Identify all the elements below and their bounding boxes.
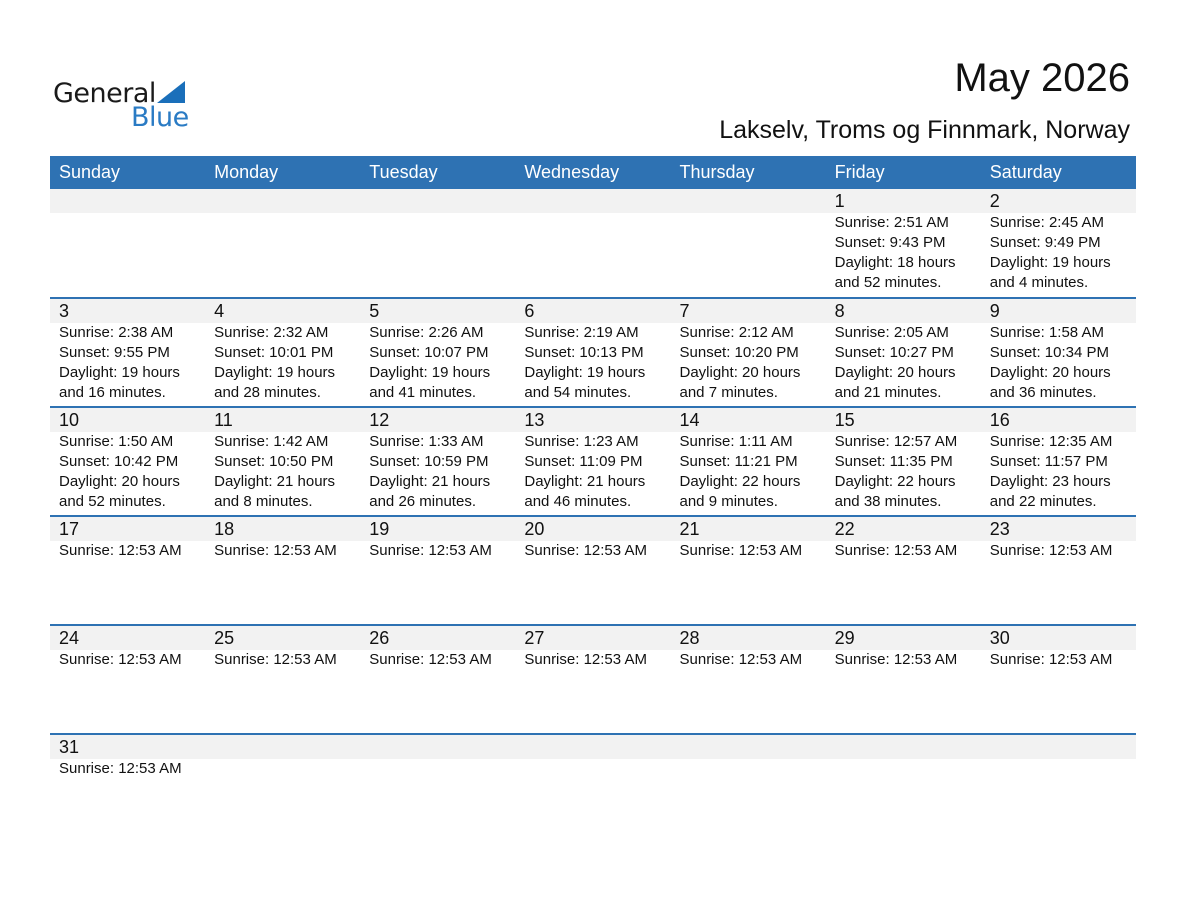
daylight-text: and 9 minutes. [679, 493, 778, 510]
weekday-saturday: Saturday [989, 162, 1062, 182]
logo-triangle-icon [157, 81, 185, 103]
sunset-text: Sunset: 11:35 PM [834, 453, 953, 470]
day-cell [50, 189, 205, 297]
sunrise-text: Sunrise: 1:33 AM [369, 433, 484, 450]
location-subtitle: Lakselv, Troms og Finnmark, Norway [719, 116, 1130, 144]
day-number [835, 735, 981, 759]
daylight-text: and 22 minutes. [989, 493, 1097, 510]
day-number: 8 [834, 301, 845, 321]
sunset-text: Sunset: 10:20 PM [679, 344, 799, 361]
day-cell [515, 517, 670, 624]
sunrise-text: Sunrise: 12:57 AM [834, 433, 958, 450]
daylight-text: Daylight: 20 hours [834, 364, 956, 381]
weekday-friday: Friday [834, 162, 885, 182]
day-cell [981, 626, 1136, 733]
daylight-text: and 4 minutes. [989, 274, 1089, 291]
day-cell [671, 517, 826, 624]
day-cell [515, 626, 670, 733]
sunrise-text: Sunrise: 12:53 AM [59, 760, 182, 777]
day-number: 1 [834, 191, 845, 211]
day-number: 11 [214, 410, 233, 430]
sunset-text: Sunset: 11:09 PM [524, 453, 643, 470]
daylight-text: Daylight: 19 hours [59, 364, 180, 381]
daylight-text: and 52 minutes. [834, 274, 942, 291]
day-cell [205, 408, 360, 515]
weekday-sunday: Sunday [59, 162, 121, 182]
day-cell [50, 299, 205, 406]
day-number [680, 189, 826, 213]
day-number: 15 [834, 410, 855, 430]
day-number [990, 735, 1136, 759]
daylight-text: Daylight: 22 hours [834, 473, 956, 490]
day-cell [50, 626, 205, 733]
sunrise-text: Sunrise: 12:53 AM [679, 542, 803, 559]
sunset-text: Sunset: 10:13 PM [524, 344, 644, 361]
day-cell [205, 517, 360, 624]
sunset-text: Sunset: 9:43 PM [834, 234, 946, 251]
sunrise-text: Sunrise: 12:53 AM [59, 542, 182, 559]
day-cell [671, 626, 826, 733]
day-number: 7 [679, 301, 690, 321]
sunrise-text: Sunrise: 1:42 AM [214, 433, 329, 450]
daylight-text: Daylight: 19 hours [989, 254, 1111, 271]
sunset-text: Sunset: 10:07 PM [369, 344, 489, 361]
day-number [214, 735, 360, 759]
sunrise-text: Sunrise: 2:32 AM [214, 324, 329, 341]
logo-word-general: General [53, 78, 156, 109]
daylight-text: and 38 minutes. [834, 493, 942, 510]
daylight-text: and 41 minutes. [369, 384, 476, 401]
weekday-tuesday: Tuesday [369, 162, 438, 182]
day-cell [826, 189, 981, 297]
day-number [214, 189, 360, 213]
daylight-text: Daylight: 18 hours [834, 254, 956, 271]
daylight-text: and 16 minutes. [59, 384, 166, 401]
daylight-text: Daylight: 21 hours [369, 473, 491, 490]
day-cell [205, 189, 360, 297]
day-number [524, 189, 670, 213]
daylight-text: Daylight: 20 hours [679, 364, 801, 381]
day-number: 21 [679, 519, 700, 539]
day-cell [981, 299, 1136, 406]
sunrise-text: Sunrise: 12:35 AM [989, 433, 1113, 450]
day-cell [205, 299, 360, 406]
day-cell [671, 189, 826, 297]
day-cell [826, 408, 981, 515]
sunrise-text: Sunrise: 1:58 AM [989, 324, 1104, 341]
day-number: 6 [524, 301, 535, 321]
day-cell [671, 735, 826, 842]
sunrise-text: Sunrise: 12:53 AM [369, 542, 492, 559]
day-cell [671, 299, 826, 406]
sunrise-text: Sunrise: 12:53 AM [524, 651, 647, 668]
daylight-text: and 21 minutes. [834, 384, 942, 401]
sunrise-text: Sunrise: 12:53 AM [59, 651, 182, 668]
day-cell [515, 189, 670, 297]
day-cell [360, 408, 515, 515]
day-number [59, 189, 205, 213]
sunrise-text: Sunrise: 2:45 AM [989, 214, 1104, 231]
day-cell [50, 517, 205, 624]
day-cell [360, 626, 515, 733]
sunrise-text: Sunrise: 2:26 AM [369, 324, 484, 341]
day-number [369, 735, 515, 759]
sunset-text: Sunset: 11:21 PM [679, 453, 798, 470]
sunrise-text: Sunrise: 12:53 AM [369, 651, 492, 668]
day-cell [671, 408, 826, 515]
day-cell [50, 735, 205, 842]
day-cell [360, 299, 515, 406]
sunrise-text: Sunrise: 1:23 AM [524, 433, 639, 450]
sunrise-text: Sunrise: 12:53 AM [989, 542, 1113, 559]
daylight-text: and 36 minutes. [989, 384, 1097, 401]
sunrise-text: Sunrise: 12:53 AM [214, 542, 337, 559]
sunrise-text: Sunrise: 2:19 AM [524, 324, 639, 341]
day-number: 13 [524, 410, 545, 430]
day-cell [981, 408, 1136, 515]
week-row [50, 733, 1136, 842]
daylight-text: Daylight: 20 hours [59, 473, 180, 490]
sunrise-text: Sunrise: 12:53 AM [524, 542, 647, 559]
day-cell [515, 735, 670, 842]
week-row [50, 515, 1136, 624]
day-cell [981, 517, 1136, 624]
weekday-wednesday: Wednesday [524, 162, 620, 182]
day-cell [205, 626, 360, 733]
day-cell [981, 189, 1136, 297]
daylight-text: Daylight: 20 hours [989, 364, 1111, 381]
calendar-grid [50, 156, 1136, 842]
sunset-text: Sunset: 11:57 PM [989, 453, 1108, 470]
sunset-text: Sunset: 10:34 PM [989, 344, 1109, 361]
day-number: 4 [214, 301, 225, 321]
sunrise-text: Sunrise: 2:12 AM [679, 324, 794, 341]
day-number: 3 [59, 301, 70, 321]
week-row [50, 297, 1136, 406]
day-number: 17 [59, 519, 80, 539]
sunrise-text: Sunrise: 12:53 AM [214, 651, 337, 668]
sunrise-text: Sunrise: 12:53 AM [679, 651, 803, 668]
daylight-text: and 28 minutes. [214, 384, 321, 401]
day-number: 5 [369, 301, 380, 321]
sunset-text: Sunset: 10:27 PM [834, 344, 954, 361]
day-number [369, 189, 515, 213]
sunrise-text: Sunrise: 2:38 AM [59, 324, 174, 341]
logo-word-blue: Blue [131, 102, 189, 133]
sunset-text: Sunset: 10:59 PM [369, 453, 489, 470]
day-cell [826, 735, 981, 842]
daylight-text: Daylight: 23 hours [989, 473, 1111, 490]
day-number: 22 [834, 519, 855, 539]
sunrise-text: Sunrise: 12:53 AM [834, 542, 958, 559]
week-row [50, 406, 1136, 515]
day-number [680, 735, 826, 759]
day-cell [360, 735, 515, 842]
daylight-text: Daylight: 19 hours [524, 364, 646, 381]
day-number: 9 [989, 301, 1000, 321]
day-cell [50, 408, 205, 515]
daylight-text: Daylight: 19 hours [214, 364, 336, 381]
daylight-text: Daylight: 19 hours [369, 364, 491, 381]
day-cell [515, 408, 670, 515]
day-number: 26 [369, 628, 390, 648]
sunset-text: Sunset: 9:49 PM [989, 234, 1101, 251]
day-number: 23 [989, 519, 1010, 539]
day-number [524, 735, 670, 759]
day-cell [826, 299, 981, 406]
day-number: 30 [989, 628, 1010, 648]
day-number: 18 [214, 519, 235, 539]
sunrise-text: Sunrise: 1:50 AM [59, 433, 174, 450]
day-number: 14 [679, 410, 700, 430]
sunset-text: Sunset: 10:42 PM [59, 453, 179, 470]
day-cell [360, 517, 515, 624]
sunrise-text: Sunrise: 1:11 AM [679, 433, 793, 450]
daylight-text: and 54 minutes. [524, 384, 632, 401]
daylight-text: Daylight: 21 hours [524, 473, 646, 490]
calendar-weeks [50, 189, 1136, 842]
sunrise-text: Sunrise: 2:05 AM [834, 324, 949, 341]
day-number: 24 [59, 628, 80, 648]
day-number: 16 [989, 410, 1010, 430]
sunrise-text: Sunrise: 12:53 AM [989, 651, 1113, 668]
sunset-text: Sunset: 9:55 PM [59, 344, 170, 361]
day-number: 10 [59, 410, 80, 430]
daylight-text: and 26 minutes. [369, 493, 476, 510]
day-number: 27 [524, 628, 545, 648]
day-cell [515, 299, 670, 406]
daylight-text: and 8 minutes. [214, 493, 313, 510]
day-cell [981, 735, 1136, 842]
day-number: 19 [369, 519, 390, 539]
daylight-text: and 46 minutes. [524, 493, 632, 510]
weekday-thursday: Thursday [679, 162, 755, 182]
day-cell [826, 626, 981, 733]
day-number: 31 [59, 737, 80, 757]
sunrise-text: Sunrise: 2:51 AM [834, 214, 949, 231]
week-row [50, 189, 1136, 297]
day-number: 2 [989, 191, 1000, 211]
day-number: 28 [679, 628, 700, 648]
day-cell [205, 735, 360, 842]
page-title: May 2026 [954, 56, 1130, 100]
daylight-text: Daylight: 21 hours [214, 473, 336, 490]
sunset-text: Sunset: 10:50 PM [214, 453, 334, 470]
day-number: 25 [214, 628, 235, 648]
day-cell [826, 517, 981, 624]
week-row [50, 624, 1136, 733]
daylight-text: Daylight: 22 hours [679, 473, 801, 490]
daylight-text: and 7 minutes. [679, 384, 778, 401]
day-cell [360, 189, 515, 297]
general-blue-logo [53, 76, 193, 132]
sunset-text: Sunset: 10:01 PM [214, 344, 334, 361]
daylight-text: and 52 minutes. [59, 493, 166, 510]
sunrise-text: Sunrise: 12:53 AM [834, 651, 958, 668]
weekday-monday: Monday [214, 162, 279, 182]
day-number: 20 [524, 519, 545, 539]
day-number: 12 [369, 410, 390, 430]
day-number: 29 [834, 628, 855, 648]
weekday-header-row [50, 156, 1136, 189]
